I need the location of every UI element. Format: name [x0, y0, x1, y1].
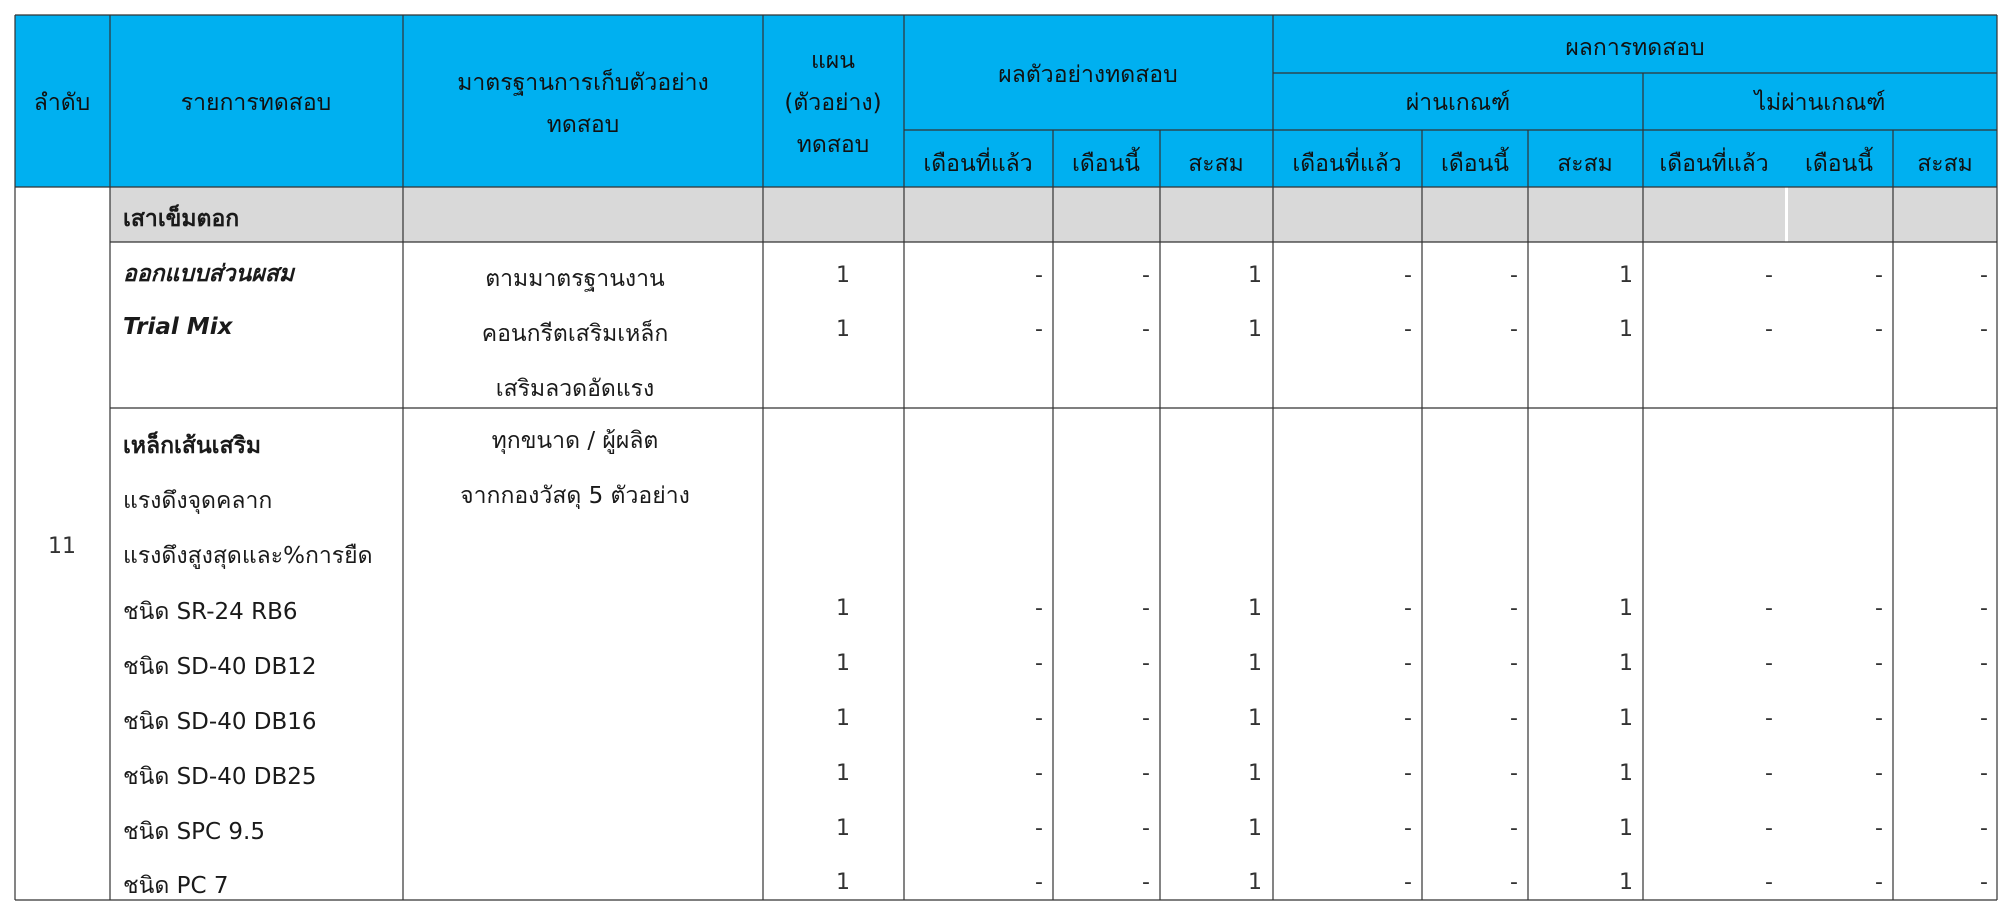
steel-row-3-samples-month-cell: -	[1142, 706, 1150, 731]
trial-row-2-samples-month-cell: -	[1142, 317, 1150, 342]
steel-row-5-pass-prev-cell: -	[1404, 816, 1412, 841]
steel-row-1-pass-month-cell: -	[1510, 596, 1518, 621]
steel-row-1-plan-cell: 1	[836, 596, 850, 621]
steel-row-1-pass-prev-cell: -	[1404, 596, 1412, 621]
steel-row-2-pass-month-cell: -	[1510, 651, 1518, 676]
steel-row-2-samples-month-cell: -	[1142, 651, 1150, 676]
subheader-fail-total: สะสม	[1917, 151, 1973, 177]
steel-row-5-fail-prev-cell: -	[1765, 816, 1773, 841]
header-pass: ผ่านเกณฑ์	[1405, 90, 1511, 116]
steel-row-1-samples-prev-cell: -	[1035, 596, 1043, 621]
steel-row-5-samples-month-cell: -	[1142, 816, 1150, 841]
trial-standard-line2: คอนกรีตเสริมเหล็ก	[481, 321, 669, 347]
steel-row-4-plan-cell: 1	[836, 761, 850, 786]
trial-row-1-fail-total-cell: -	[1980, 263, 1988, 288]
steel-row-2-fail-month-cell: -	[1875, 651, 1883, 676]
steel-row-5-fail-total-cell: -	[1980, 816, 1988, 841]
trial-row-2-fail-total-cell: -	[1980, 317, 1988, 342]
steel-row-label: ชนิด PC 7	[123, 873, 229, 899]
steel-row-2-fail-total-cell: -	[1980, 651, 1988, 676]
steel-row-label: ชนิด SD-40 DB12	[123, 654, 317, 680]
subheader-pass-total: สะสม	[1557, 151, 1613, 177]
trial-row-1-fail-prev-cell: -	[1765, 263, 1773, 288]
steel-row-1-fail-prev-cell: -	[1765, 596, 1773, 621]
trial-row-2-pass-prev-cell: -	[1404, 317, 1412, 342]
steel-row-4-pass-month-cell: -	[1510, 761, 1518, 786]
steel-row-3-pass-month-cell: -	[1510, 706, 1518, 731]
header-plan-line3: ทดสอบ	[796, 132, 870, 158]
trial-row-1-samples-prev-cell: -	[1035, 263, 1043, 288]
subheader-samples-total: สะสม	[1188, 151, 1244, 177]
trial-row-2-samples-prev-cell: -	[1035, 317, 1043, 342]
subheader-samples-prev: เดือนที่แล้ว	[923, 151, 1033, 177]
steel-row-label: ชนิด SR-24 RB6	[123, 599, 298, 625]
steel-line1: แรงดึงจุดคลาก	[123, 488, 273, 514]
steel-row-2-pass-prev-cell: -	[1404, 651, 1412, 676]
trial-row-2-fail-prev-cell: -	[1765, 317, 1773, 342]
trial-title: ออกแบบส่วนผสม	[123, 261, 294, 287]
steel-row-3-samples-prev-cell: -	[1035, 706, 1043, 731]
steel-row-3-pass-prev-cell: -	[1404, 706, 1412, 731]
steel-row-5-plan-cell: 1	[836, 816, 850, 841]
trial-row-1-samples-month-cell: -	[1142, 263, 1150, 288]
steel-row-1-samples-month-cell: -	[1142, 596, 1150, 621]
trial-row-1-samples-total-cell: 1	[1248, 263, 1262, 288]
subheader-pass-prev: เดือนที่แล้ว	[1292, 151, 1402, 177]
steel-row-label: ชนิด SD-40 DB25	[123, 764, 317, 790]
steel-row-6-pass-month-cell: -	[1510, 870, 1518, 895]
steel-row-2-fail-prev-cell: -	[1765, 651, 1773, 676]
steel-row-2-samples-prev-cell: -	[1035, 651, 1043, 676]
steel-row-4-samples-month-cell: -	[1142, 761, 1150, 786]
steel-row-5-pass-month-cell: -	[1510, 816, 1518, 841]
trial-row-2-samples-total-cell: 1	[1248, 317, 1262, 342]
steel-standard-line2: จากกองวัสดุ 5 ตัวอย่าง	[460, 483, 690, 509]
header-standard-line2: ทดสอบ	[546, 112, 620, 138]
band-col-separator	[1785, 187, 1788, 242]
header-seq: ลำดับ	[33, 90, 91, 116]
steel-row-1-pass-total-cell: 1	[1619, 596, 1633, 621]
steel-row-4-fail-month-cell: -	[1875, 761, 1883, 786]
steel-row-6-samples-month-cell: -	[1142, 870, 1150, 895]
steel-row-3-pass-total-cell: 1	[1619, 706, 1633, 731]
steel-row-4-pass-total-cell: 1	[1619, 761, 1633, 786]
subheader-fail-prev: เดือนที่แล้ว	[1659, 151, 1769, 177]
steel-row-1-fail-total-cell: -	[1980, 596, 1988, 621]
steel-row-1-samples-total-cell: 1	[1248, 596, 1262, 621]
steel-row-4-fail-prev-cell: -	[1765, 761, 1773, 786]
steel-row-2-pass-total-cell: 1	[1619, 651, 1633, 676]
steel-row-6-fail-month-cell: -	[1875, 870, 1883, 895]
header-fail: ไม่ผ่านเกณฑ์	[1754, 90, 1886, 116]
steel-row-6-fail-total-cell: -	[1980, 870, 1988, 895]
steel-title: เหล็กเส้นเสริม	[123, 433, 262, 459]
steel-row-3-plan-cell: 1	[836, 706, 850, 731]
trial-row-2-plan-cell: 1	[836, 317, 850, 342]
trial-row-1-pass-prev-cell: -	[1404, 263, 1412, 288]
steel-row-2-plan-cell: 1	[836, 651, 850, 676]
steel-row-4-pass-prev-cell: -	[1404, 761, 1412, 786]
steel-row-1-fail-month-cell: -	[1875, 596, 1883, 621]
subheader-fail-month: เดือนนี้	[1804, 151, 1874, 177]
header-plan-line2: (ตัวอย่าง)	[784, 90, 882, 116]
steel-row-label: ชนิด SD-40 DB16	[123, 709, 317, 735]
steel-row-4-samples-total-cell: 1	[1248, 761, 1262, 786]
steel-row-6-pass-prev-cell: -	[1404, 870, 1412, 895]
steel-row-5-samples-prev-cell: -	[1035, 816, 1043, 841]
header-item: รายการทดสอบ	[180, 90, 332, 116]
steel-row-5-pass-total-cell: 1	[1619, 816, 1633, 841]
trial-row-1-fail-month-cell: -	[1875, 263, 1883, 288]
steel-row-6-pass-total-cell: 1	[1619, 870, 1633, 895]
trial-row-1-pass-month-cell: -	[1510, 263, 1518, 288]
steel-row-3-fail-prev-cell: -	[1765, 706, 1773, 731]
steel-row-5-samples-total-cell: 1	[1248, 816, 1262, 841]
steel-row-label: ชนิด SPC 9.5	[123, 819, 265, 845]
trial-standard-line1: ตามมาตรฐานงาน	[485, 266, 665, 292]
header-plan-line1: แผน	[810, 48, 856, 74]
trial-subtitle: Trial Mix	[123, 314, 233, 340]
header-standard-line1: มาตรฐานการเก็บตัวอย่าง	[457, 70, 709, 96]
subheader-pass-month: เดือนนี้	[1440, 151, 1510, 177]
trial-row-2-pass-total-cell: 1	[1619, 317, 1633, 342]
steel-row-5-fail-month-cell: -	[1875, 816, 1883, 841]
steel-row-6-samples-prev-cell: -	[1035, 870, 1043, 895]
group-title: เสาเข็มตอก	[123, 206, 240, 232]
trial-standard-line3: เสริมลวดอัดแรง	[495, 376, 655, 402]
trial-row-2-fail-month-cell: -	[1875, 317, 1883, 342]
trial-row-2-pass-month-cell: -	[1510, 317, 1518, 342]
steel-row-4-samples-prev-cell: -	[1035, 761, 1043, 786]
steel-row-2-samples-total-cell: 1	[1248, 651, 1262, 676]
steel-line2: แรงดึงสูงสุดและ%การยืด	[123, 543, 373, 569]
subheader-samples-month: เดือนนี้	[1071, 151, 1141, 177]
header-samples: ผลตัวอย่างทดสอบ	[998, 62, 1178, 88]
steel-row-6-samples-total-cell: 1	[1248, 870, 1262, 895]
steel-row-3-fail-month-cell: -	[1875, 706, 1883, 731]
steel-row-3-samples-total-cell: 1	[1248, 706, 1262, 731]
trial-row-1-pass-total-cell: 1	[1619, 263, 1633, 288]
steel-row-4-fail-total-cell: -	[1980, 761, 1988, 786]
steel-row-6-plan-cell: 1	[836, 870, 850, 895]
header-results: ผลการทดสอบ	[1565, 35, 1705, 61]
sequence-number: 11	[48, 534, 76, 559]
steel-row-3-fail-total-cell: -	[1980, 706, 1988, 731]
steel-standard-line1: ทุกขนาด / ผู้ผลิต	[491, 428, 659, 454]
steel-row-6-fail-prev-cell: -	[1765, 870, 1773, 895]
trial-row-1-plan-cell: 1	[836, 263, 850, 288]
